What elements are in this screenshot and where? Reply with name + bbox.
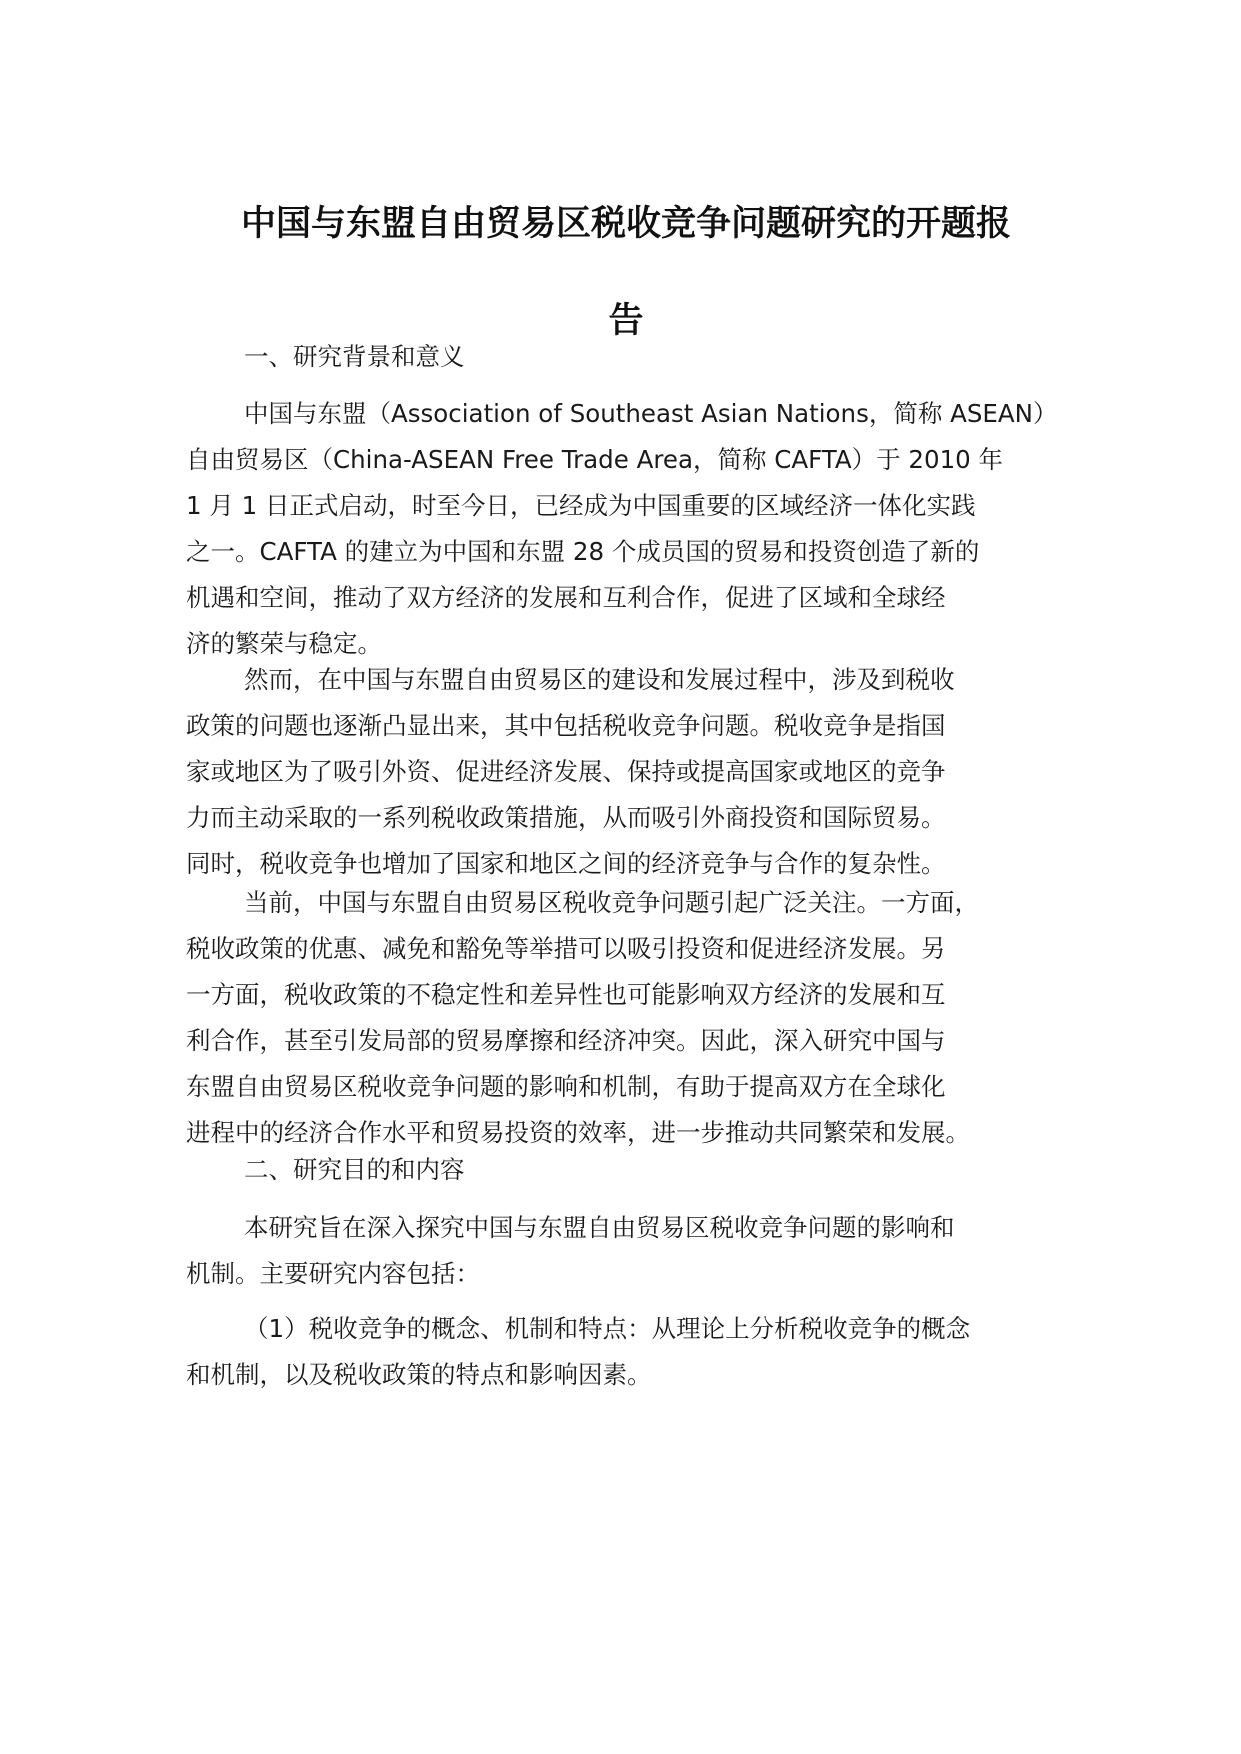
paragraph-line: 进程中的经济合作水平和贸易投资的效率，进一步推动共同繁荣和发展。: [186, 1118, 970, 1147]
paragraph-line: 机遇和空间，推动了双方经济的发展和互利合作，促进了区域和全球经: [186, 583, 946, 612]
paragraph-item-1: [186, 1306, 1066, 1398]
paragraph-line: 当前，中国与东盟自由贸易区税收竞争问题引起广泛关注。一方面，: [244, 888, 979, 917]
paragraph-line: 税收政策的优惠、减免和豁免等举措可以吸引投资和促进经济发展。另: [186, 934, 946, 963]
paragraph-line: 济的繁荣与稳定。: [186, 629, 382, 658]
paragraph-research-aim: [186, 1205, 1066, 1297]
paragraph-line: 机制。主要研究内容包括：: [186, 1259, 480, 1288]
paragraph-line: 之一。CAFTA 的建立为中国和东盟 28 个成员国的贸易和投资创造了新的: [186, 537, 980, 566]
section-heading-objectives: [186, 1147, 1066, 1193]
paragraph-line: 东盟自由贸易区税收竞争问题的影响和机制，有助于提高双方在全球化: [186, 1072, 946, 1101]
paragraph-line: 同时，税收竞争也增加了国家和地区之间的经济竞争与合作的复杂性。: [186, 849, 946, 878]
paragraph-line: （1）税收竞争的概念、机制和特点：从理论上分析税收竞争的概念: [244, 1314, 971, 1343]
section-heading-background: [186, 334, 1066, 380]
title-line-2: 告: [608, 301, 644, 341]
paragraph-line: 和机制，以及税收政策的特点和影响因素。: [186, 1360, 652, 1389]
heading-text: 二、研究目的和内容: [244, 1155, 465, 1184]
paragraph-line: 家或地区为了吸引外资、促进经济发展、保持或提高国家或地区的竞争: [186, 757, 946, 786]
paragraph-line: 利合作，甚至引发局部的贸易摩擦和经济冲突。因此，深入研究中国与: [186, 1026, 946, 1055]
paragraph-line: 1 月 1 日正式启动，时至今日，已经成为中国重要的区域经济一体化实践: [186, 491, 976, 520]
paragraph-cafta-intro: [186, 391, 1066, 667]
paragraph-line: 然而，在中国与东盟自由贸易区的建设和发展过程中，涉及到税收: [244, 665, 955, 694]
paragraph-tax-competition-definition: [186, 657, 1066, 887]
title-line-1: 中国与东盟自由贸易区税收竞争问题研究的开题报: [240, 204, 1011, 244]
paragraph-line: 力而主动采取的一系列税收政策措施，从而吸引外商投资和国际贸易。: [186, 803, 946, 832]
paragraph-line: 本研究旨在深入探究中国与东盟自由贸易区税收竞争问题的影响和: [244, 1213, 955, 1242]
paragraph-line: 自由贸易区（China-ASEAN Free Trade Area，简称 CAFTA）于 2010 年: [186, 445, 1004, 474]
paragraph-line: 政策的问题也逐渐凸显出来，其中包括税收竞争问题。税收竞争是指国: [186, 711, 946, 740]
paragraph-current-concerns: [186, 880, 1066, 1156]
paragraph-line: 一方面，税收政策的不稳定性和差异性也可能影响双方经济的发展和互: [186, 980, 946, 1009]
paragraph-line: 中国与东盟（Association of Southeast Asian Nations，简称 ASEAN）: [244, 399, 1058, 428]
heading-text: 一、研究背景和意义: [244, 342, 465, 371]
